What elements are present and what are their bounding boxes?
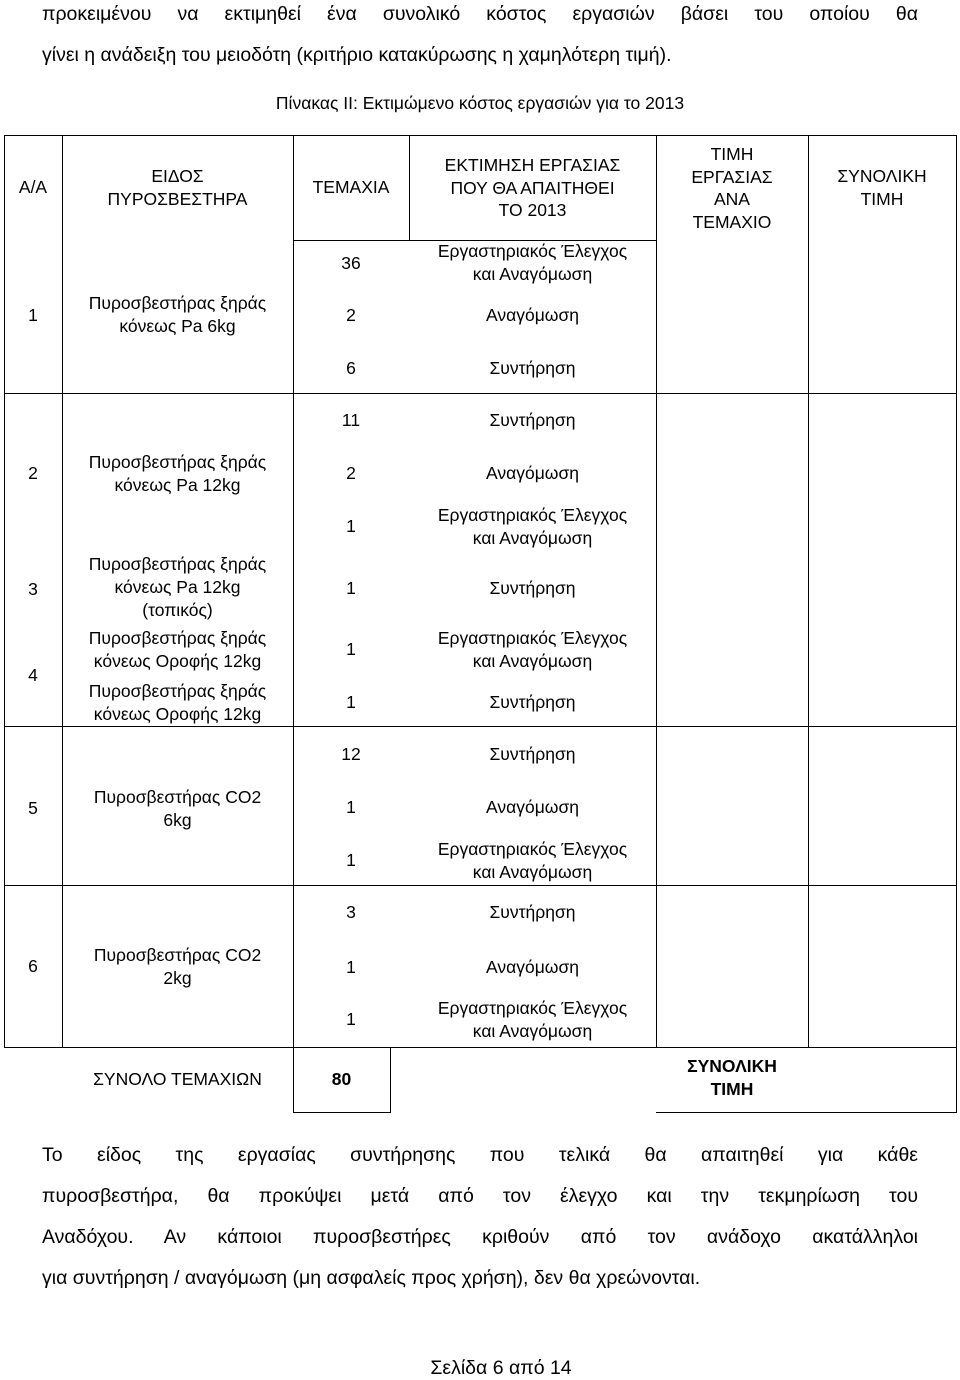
- group-2-type-line-1: Πυροσβεστήρας ξηράς: [88, 452, 267, 472]
- outro-line-2: πυροσβεστήρα, θα προκύψει μετά από τον έλεγχο και την τεκμηρίωση του: [42, 1185, 918, 1207]
- row-12-work-line-2: και Αναγόμωση: [472, 862, 593, 882]
- header-total-line-2: ΤΙΜΗ: [860, 189, 904, 209]
- group-4-type-line-4: κόνεως Οροφής 12kg: [93, 704, 262, 724]
- row-15-qty: 1: [346, 1009, 356, 1029]
- row-12-work-line-1: Εργαστηριακός Έλεγχος: [437, 839, 628, 859]
- row-10-qty: 12: [341, 744, 361, 764]
- group-4-type-line-1: Πυροσβεστήρας ξηράς: [88, 628, 267, 648]
- outro-line-3: Αναδόχου. Αν κάποιοι πυροσβεστήρες κριθούν από τον ανάδοχο ακατάλληλοι: [42, 1226, 918, 1248]
- row-15-work-line-1: Εργαστηριακός Έλεγχος: [437, 998, 628, 1018]
- group-4-type-line-3: Πυροσβεστήρας ξηράς: [88, 681, 267, 701]
- row-8-qty: 1: [346, 639, 356, 659]
- group-5-type-line-2: 6kg: [163, 810, 192, 830]
- row-12-qty: 1: [346, 850, 356, 870]
- row-4-qty: 11: [341, 410, 361, 430]
- row-7-work: Συντήρηση: [489, 578, 576, 598]
- row-6-work-line-2: και Αναγόμωση: [472, 528, 593, 548]
- row-6-work-line-1: Εργαστηριακός Έλεγχος: [437, 505, 628, 525]
- group-1-aa: 1: [28, 305, 38, 325]
- intro-line-2: γίνει η ανάδειξη του μειοδότη (κριτήριο κατακύρωσης η χαμηλότερη τιμή).: [42, 44, 672, 66]
- row-1-work-line-1: Εργαστηριακός Έλεγχος: [437, 241, 628, 261]
- group-1-type-line-1: Πυροσβεστήρας ξηράς: [88, 293, 267, 313]
- row-4-work: Συντήρηση: [489, 410, 576, 430]
- group-6-type-line-1: Πυροσβεστήρας CO2: [93, 945, 262, 965]
- summary-units-label: ΣΥΝΟΛΟ ΤΕΜΑΧΙΩΝ: [93, 1069, 262, 1089]
- row-9-work: Συντήρηση: [489, 692, 576, 712]
- header-work-line-3: ΤΟ 2013: [498, 200, 567, 220]
- row-15-work-line-2: και Αναγόμωση: [472, 1021, 593, 1041]
- row-6-qty: 1: [346, 516, 356, 536]
- group-3-aa: 3: [28, 579, 38, 599]
- header-work-line-2: ΠΟΥ ΘΑ ΑΠΑΙΤΗΘΕΙ: [450, 178, 615, 198]
- row-5-qty: 2: [346, 463, 356, 483]
- row-9-qty: 1: [346, 692, 356, 712]
- summary-total-line-1: ΣΥΝΟΛΙΚΗ: [687, 1056, 777, 1076]
- header-units: ΤΕΜΑΧΙΑ: [312, 177, 390, 197]
- table-caption: Πίνακας ΙΙ: Εκτιμώμενο κόστος εργασιών για το 2013: [275, 93, 685, 113]
- row-1-work-line-2: και Αναγόμωση: [472, 264, 593, 284]
- outro-line-4: για συντήρηση / αναγόμωση (μη ασφαλείς προς χρήση), δεν θα χρεώνονται.: [42, 1267, 701, 1289]
- group-4-type-line-2: κόνεως Οροφής 12kg: [93, 651, 262, 671]
- header-work-line-1: ΕΚΤΙΜΗΣΗ ΕΡΓΑΣΙΑΣ: [444, 155, 621, 175]
- group-5-type-line-1: Πυροσβεστήρας CO2: [93, 787, 262, 807]
- header-price-line-4: ΤΕΜΑΧΙΟ: [692, 212, 772, 232]
- row-5-work: Αναγόμωση: [486, 463, 579, 483]
- row-14-qty: 1: [346, 957, 356, 977]
- header-price-line-2: ΕΡΓΑΣΙΑΣ: [691, 167, 773, 187]
- page-number: Σελίδα 6 από 14: [430, 1357, 572, 1379]
- group-5-aa: 5: [28, 798, 38, 818]
- outro-line-1: Το είδος της εργασίας συντήρησης που τελικά θα απαιτηθεί για κάθε: [42, 1144, 918, 1166]
- group-2-type-line-2: κόνεως Pa 12kg: [114, 475, 241, 495]
- header-type-line-2: ΠΥΡΟΣΒΕΣΤΗΡΑ: [107, 189, 248, 209]
- row-13-work: Συντήρηση: [489, 902, 576, 922]
- header-total-line-1: ΣΥΝΟΛΙΚΗ: [837, 166, 927, 186]
- row-2-qty: 2: [346, 305, 356, 325]
- group-4-aa: 4: [28, 665, 38, 685]
- row-8-work-line-2: και Αναγόμωση: [472, 651, 593, 671]
- row-8-work-line-1: Εργαστηριακός Έλεγχος: [437, 628, 628, 648]
- group-3-type-line-3: (τοπικός): [142, 600, 213, 620]
- row-3-qty: 6: [346, 358, 356, 378]
- group-6-type-line-2: 2kg: [163, 968, 192, 988]
- header-type-line-1: ΕΙΔΟΣ: [151, 166, 204, 186]
- intro-line-1: προκειμένου να εκτιμηθεί ένα συνολικό κόστος εργασιών βάσει του οποίου θα: [42, 3, 918, 25]
- header-price-line-1: ΤΙΜΗ: [710, 144, 754, 164]
- summary-total-line-2: ΤΙΜΗ: [710, 1079, 754, 1099]
- summary-units-value: 80: [331, 1069, 352, 1089]
- group-3-type-line-1: Πυροσβεστήρας ξηράς: [88, 554, 267, 574]
- group-3-type-line-2: κόνεως Pa 12kg: [114, 577, 241, 597]
- header-price-line-3: ΑΝΑ: [714, 189, 750, 209]
- group-6-aa: 6: [28, 956, 38, 976]
- group-2-aa: 2: [28, 463, 38, 483]
- row-11-work: Αναγόμωση: [486, 797, 579, 817]
- row-1-qty: 36: [341, 253, 361, 273]
- header-aa: Α/Α: [18, 177, 48, 197]
- row-2-work: Αναγόμωση: [486, 305, 579, 325]
- row-11-qty: 1: [346, 797, 356, 817]
- row-14-work: Αναγόμωση: [486, 957, 579, 977]
- row-3-work: Συντήρηση: [489, 358, 576, 378]
- row-7-qty: 1: [346, 578, 356, 598]
- row-13-qty: 3: [346, 902, 356, 922]
- group-1-type-line-2: κόνεως Pa 6kg: [119, 316, 236, 336]
- row-10-work: Συντήρηση: [489, 744, 576, 764]
